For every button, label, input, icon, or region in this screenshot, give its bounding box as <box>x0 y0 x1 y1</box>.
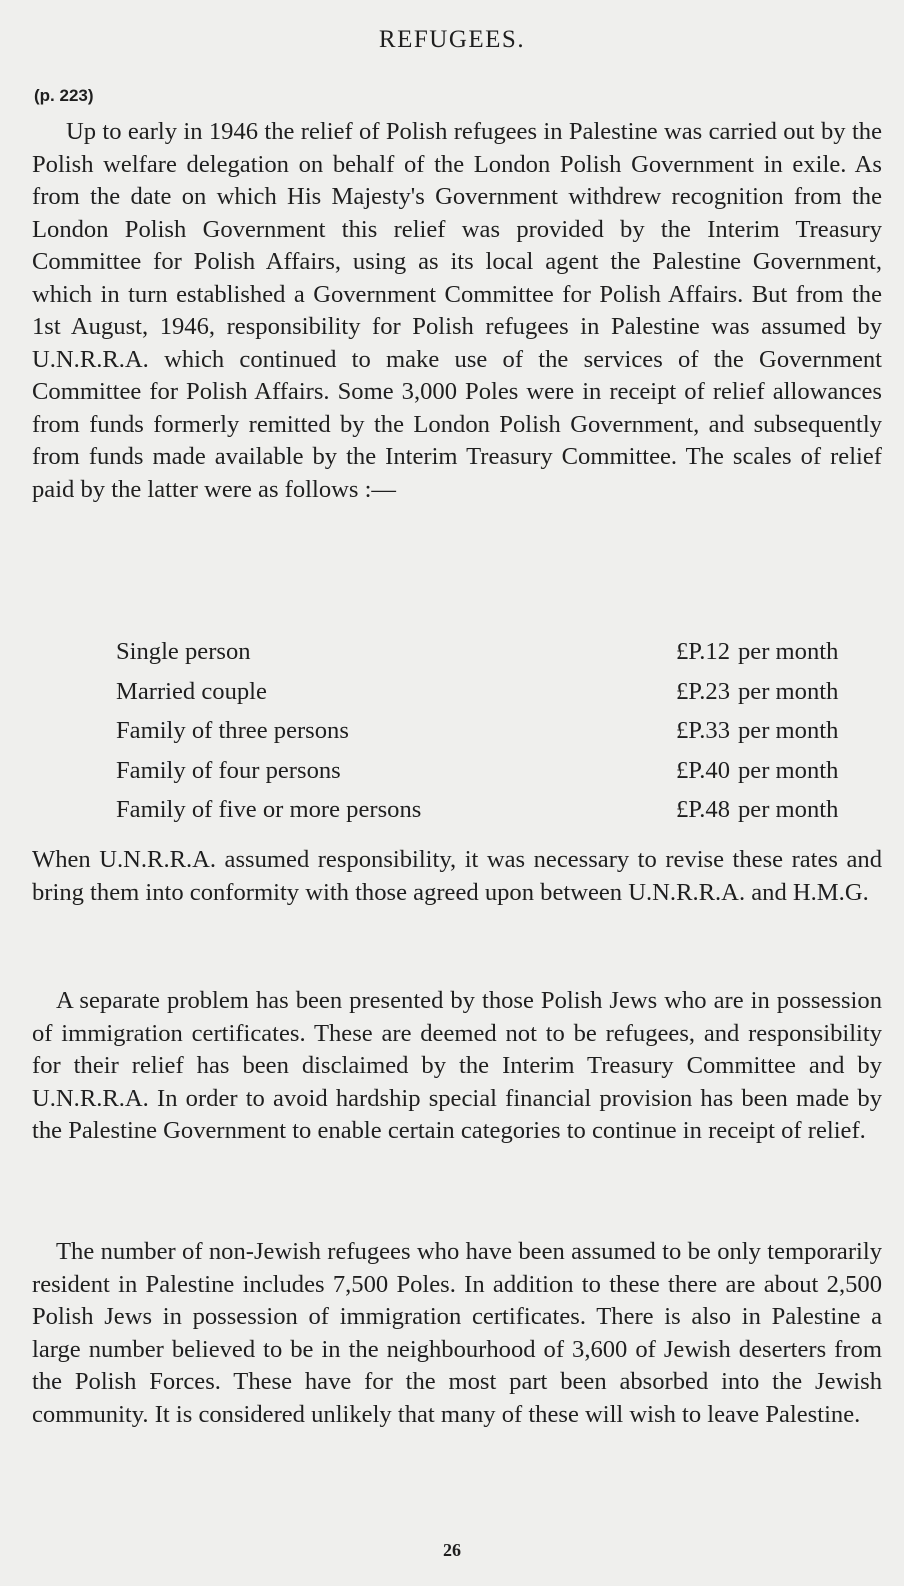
rate-row <box>116 711 856 751</box>
rate-period: per month <box>738 756 839 784</box>
page-heading: REFUGEES. <box>378 26 526 53</box>
rate-category: Family of five or more persons <box>116 796 422 823</box>
rate-amount: £P.12 <box>676 638 730 665</box>
rate-row <box>116 751 856 791</box>
rate-category: Single person <box>116 638 251 665</box>
rate-amount: £P.23 <box>676 677 730 705</box>
rate-amount: £P.48 <box>676 796 730 823</box>
rate-category: Married couple <box>116 677 267 705</box>
rate-period: per month <box>738 638 839 665</box>
rate-row <box>116 632 856 672</box>
rate-period: per month <box>738 796 839 823</box>
rate-period: per month <box>738 717 839 744</box>
paragraph-relief-history: Up to early in 1946 the relief of Polish refugees in Palestine was carried out by the Polish welfare delegation on behalf of the London Polish Government in exile. As from the date on which His Majesty's Government withdrew recognition from the London Polish Government this relief was provided by the Interim Treasury Committee for Polish Affairs, using as its local agent the Palestine Government, which in turn established a Government Committee for Polish Affairs. But from the 1st August, 1946, responsibility for Polish refugees in Palestine was assumed by U.N.R.R.A. which continued to make use of the services of the Government Committee for Polish Affairs. Some 3,000 Poles were in receipt of relief allowances from funds formerly remitted by the London Polish Government, and subsequently from funds made available by the Interim Treasury Committee. The scales of relief paid by the latter were as follows :— <box>32 118 882 503</box>
rate-category: Family of three persons <box>116 717 349 744</box>
page-number: 26 <box>443 1540 461 1560</box>
paragraph-unrra-revision: When U.N.R.R.A. assumed responsibility, it was necessary to revise these rates and bring them into conformity with those agreed upon between U.N.R.R.A. and H.M.G. <box>32 846 882 906</box>
page-reference: (p. 223) <box>34 86 94 105</box>
rate-period: per month <box>738 677 839 705</box>
rate-row <box>116 672 856 712</box>
paragraph-polish-jews: A separate problem has been presented by those Polish Jews who are in possession of immigration certificates. These are deemed not to be refugees, and responsibility for their relief has been disclaimed by the Interim Treasury Committee and by U.N.R.R.A. In order to avoid hardship special financial provision has been made by the Palestine Government to enable certain categories to continue in receipt of relief. <box>32 987 882 1144</box>
rate-row <box>116 790 856 830</box>
paragraph-refugee-numbers: The number of non-Jewish refugees who have been assumed to be only temporarily resident in Palestine includes 7,500 Poles. In addition to these there are about 2,500 Polish Jews in possession of immigration certificates. There is also in Palestine a large number believed to be in the neighbourhood of 3,600 of Jewish deserters from the Polish Forces. These have for the most part been absorbed into the Jewish community. It is considered unlikely that many of these will wish to leave Palestine. <box>32 1238 882 1428</box>
rate-amount: £P.33 <box>676 717 730 744</box>
relief-rates-table <box>116 632 856 830</box>
rate-category: Family of four persons <box>116 756 341 784</box>
rate-amount: £P.40 <box>676 756 730 784</box>
